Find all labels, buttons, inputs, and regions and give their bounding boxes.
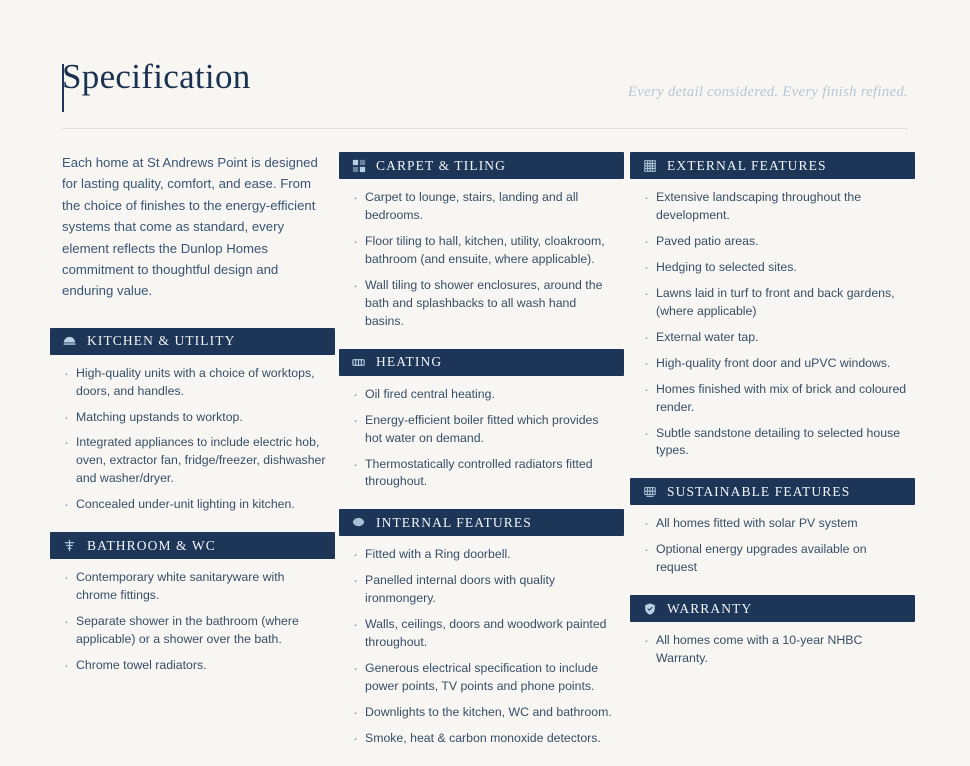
list-item: · Downlights to the kitchen, WC and bathroom. [365,704,616,722]
section-list [339,189,624,331]
section-title: EXTERNAL FEATURES [667,157,827,173]
list-item: · Carpet to lounge, stairs, landing and all bedrooms. [365,189,616,225]
sustainable-features-icon [642,484,657,499]
list-item: · Paved patio areas. [656,233,907,251]
list-item: · Energy-efficient boiler fitted which provides hot water on demand. [365,412,616,448]
external-features-icon [642,158,657,173]
spec-section [630,152,915,460]
intro-paragraph: Each home at St Andrews Point is designed for lasting quality, comfort, and ease. From the choice of finishes to the energy-efficient systems that come as standard, every element reflects the Dunlop Homes commitment to thoughtful design and enduring value. [62,155,318,299]
column-left [50,152,335,693]
section-title: HEATING [376,354,443,370]
column-middle [339,152,624,766]
section-list [339,386,624,492]
list-item: · High-quality units with a choice of worktops, doors, and handles. [76,365,327,401]
section-title: BATHROOM & WC [87,537,216,553]
section-header [339,152,624,179]
list-item: · Contemporary white sanitaryware with chrome fittings. [76,569,327,605]
warranty-icon [642,601,657,616]
list-item: · High-quality front door and uPVC windows. [656,355,907,373]
section-list [630,515,915,577]
bathroom-icon [62,538,77,553]
list-item: · Separate shower in the bathroom (where applicable) or a shower over the bath. [76,613,327,649]
list-item: · Thermostatically controlled radiators fitted throughout. [365,456,616,492]
list-item: · Integrated appliances to include electric hob, oven, extractor fan, fridge/freezer, dishwasher and washer/dryer. [76,434,327,488]
section-title: WARRANTY [667,600,753,616]
list-item: · Floor tiling to hall, kitchen, utility, cloakroom, bathroom (and ensuite, where applicable). [365,233,616,269]
section-list [630,632,915,668]
list-item: · Wall tiling to shower enclosures, around the bath and splashbacks to all wash hand basins. [365,277,616,331]
list-item: · External water tap. [656,329,907,347]
spec-section [339,152,624,331]
list-item: · Panelled internal doors with quality ironmongery. [365,572,616,608]
internal-features-icon [351,515,366,530]
list-item: · Lawns laid in turf to front and back gardens, (where applicable) [656,285,907,321]
list-item: · Generous electrical specification to include power points, TV points and phone points. [365,660,616,696]
section-header [630,152,915,179]
list-item: · Homes finished with mix of brick and coloured render. [656,381,907,417]
section-list [50,365,335,515]
kitchen-icon [62,334,77,349]
list-item: · Hedging to selected sites. [656,259,907,277]
spec-section [50,532,335,675]
section-list [50,569,335,675]
list-item: · All homes come with a 10-year NHBC Warranty. [656,632,907,668]
heating-icon [351,355,366,370]
list-item: · Optional energy upgrades available on request [656,541,907,577]
list-item: · Subtle sandstone detailing to selected house types. [656,425,907,461]
section-header [339,349,624,376]
section-title: SUSTAINABLE FEATURES [667,483,851,499]
page-title: Specification [62,57,251,96]
carpet-icon [351,158,366,173]
list-item: · Oil fired central heating. [365,386,616,404]
section-list [630,189,915,460]
spec-section [339,509,624,748]
spec-section [50,328,335,515]
section-list [339,546,624,748]
list-item: · Matching upstands to worktop. [76,409,327,427]
page-tagline: Every detail considered. Every finish refined. [627,84,908,100]
header-divider [62,128,908,129]
list-item: · Walls, ceilings, doors and woodwork painted throughout. [365,616,616,652]
section-header [50,532,335,559]
list-item: · Extensive landscaping throughout the development. [656,189,907,225]
section-header [630,478,915,505]
list-item: · Smoke, heat & carbon monoxide detectors. [365,730,616,748]
spec-section [630,595,915,668]
list-item: · Chrome towel radiators. [76,657,327,675]
spec-section [630,478,915,577]
page-header [62,58,908,120]
list-item: · Concealed under-unit lighting in kitchen. [76,496,327,514]
list-item: · Fitted with a Ring doorbell. [365,546,616,564]
section-title: KITCHEN & UTILITY [87,333,236,349]
section-title: INTERNAL FEATURES [376,514,532,530]
column-right [630,152,915,686]
section-header [630,595,915,622]
section-header [339,509,624,536]
section-header [50,328,335,355]
list-item: · All homes fitted with solar PV system [656,515,907,533]
spec-section [339,349,624,492]
section-title: CARPET & TILING [376,157,507,173]
